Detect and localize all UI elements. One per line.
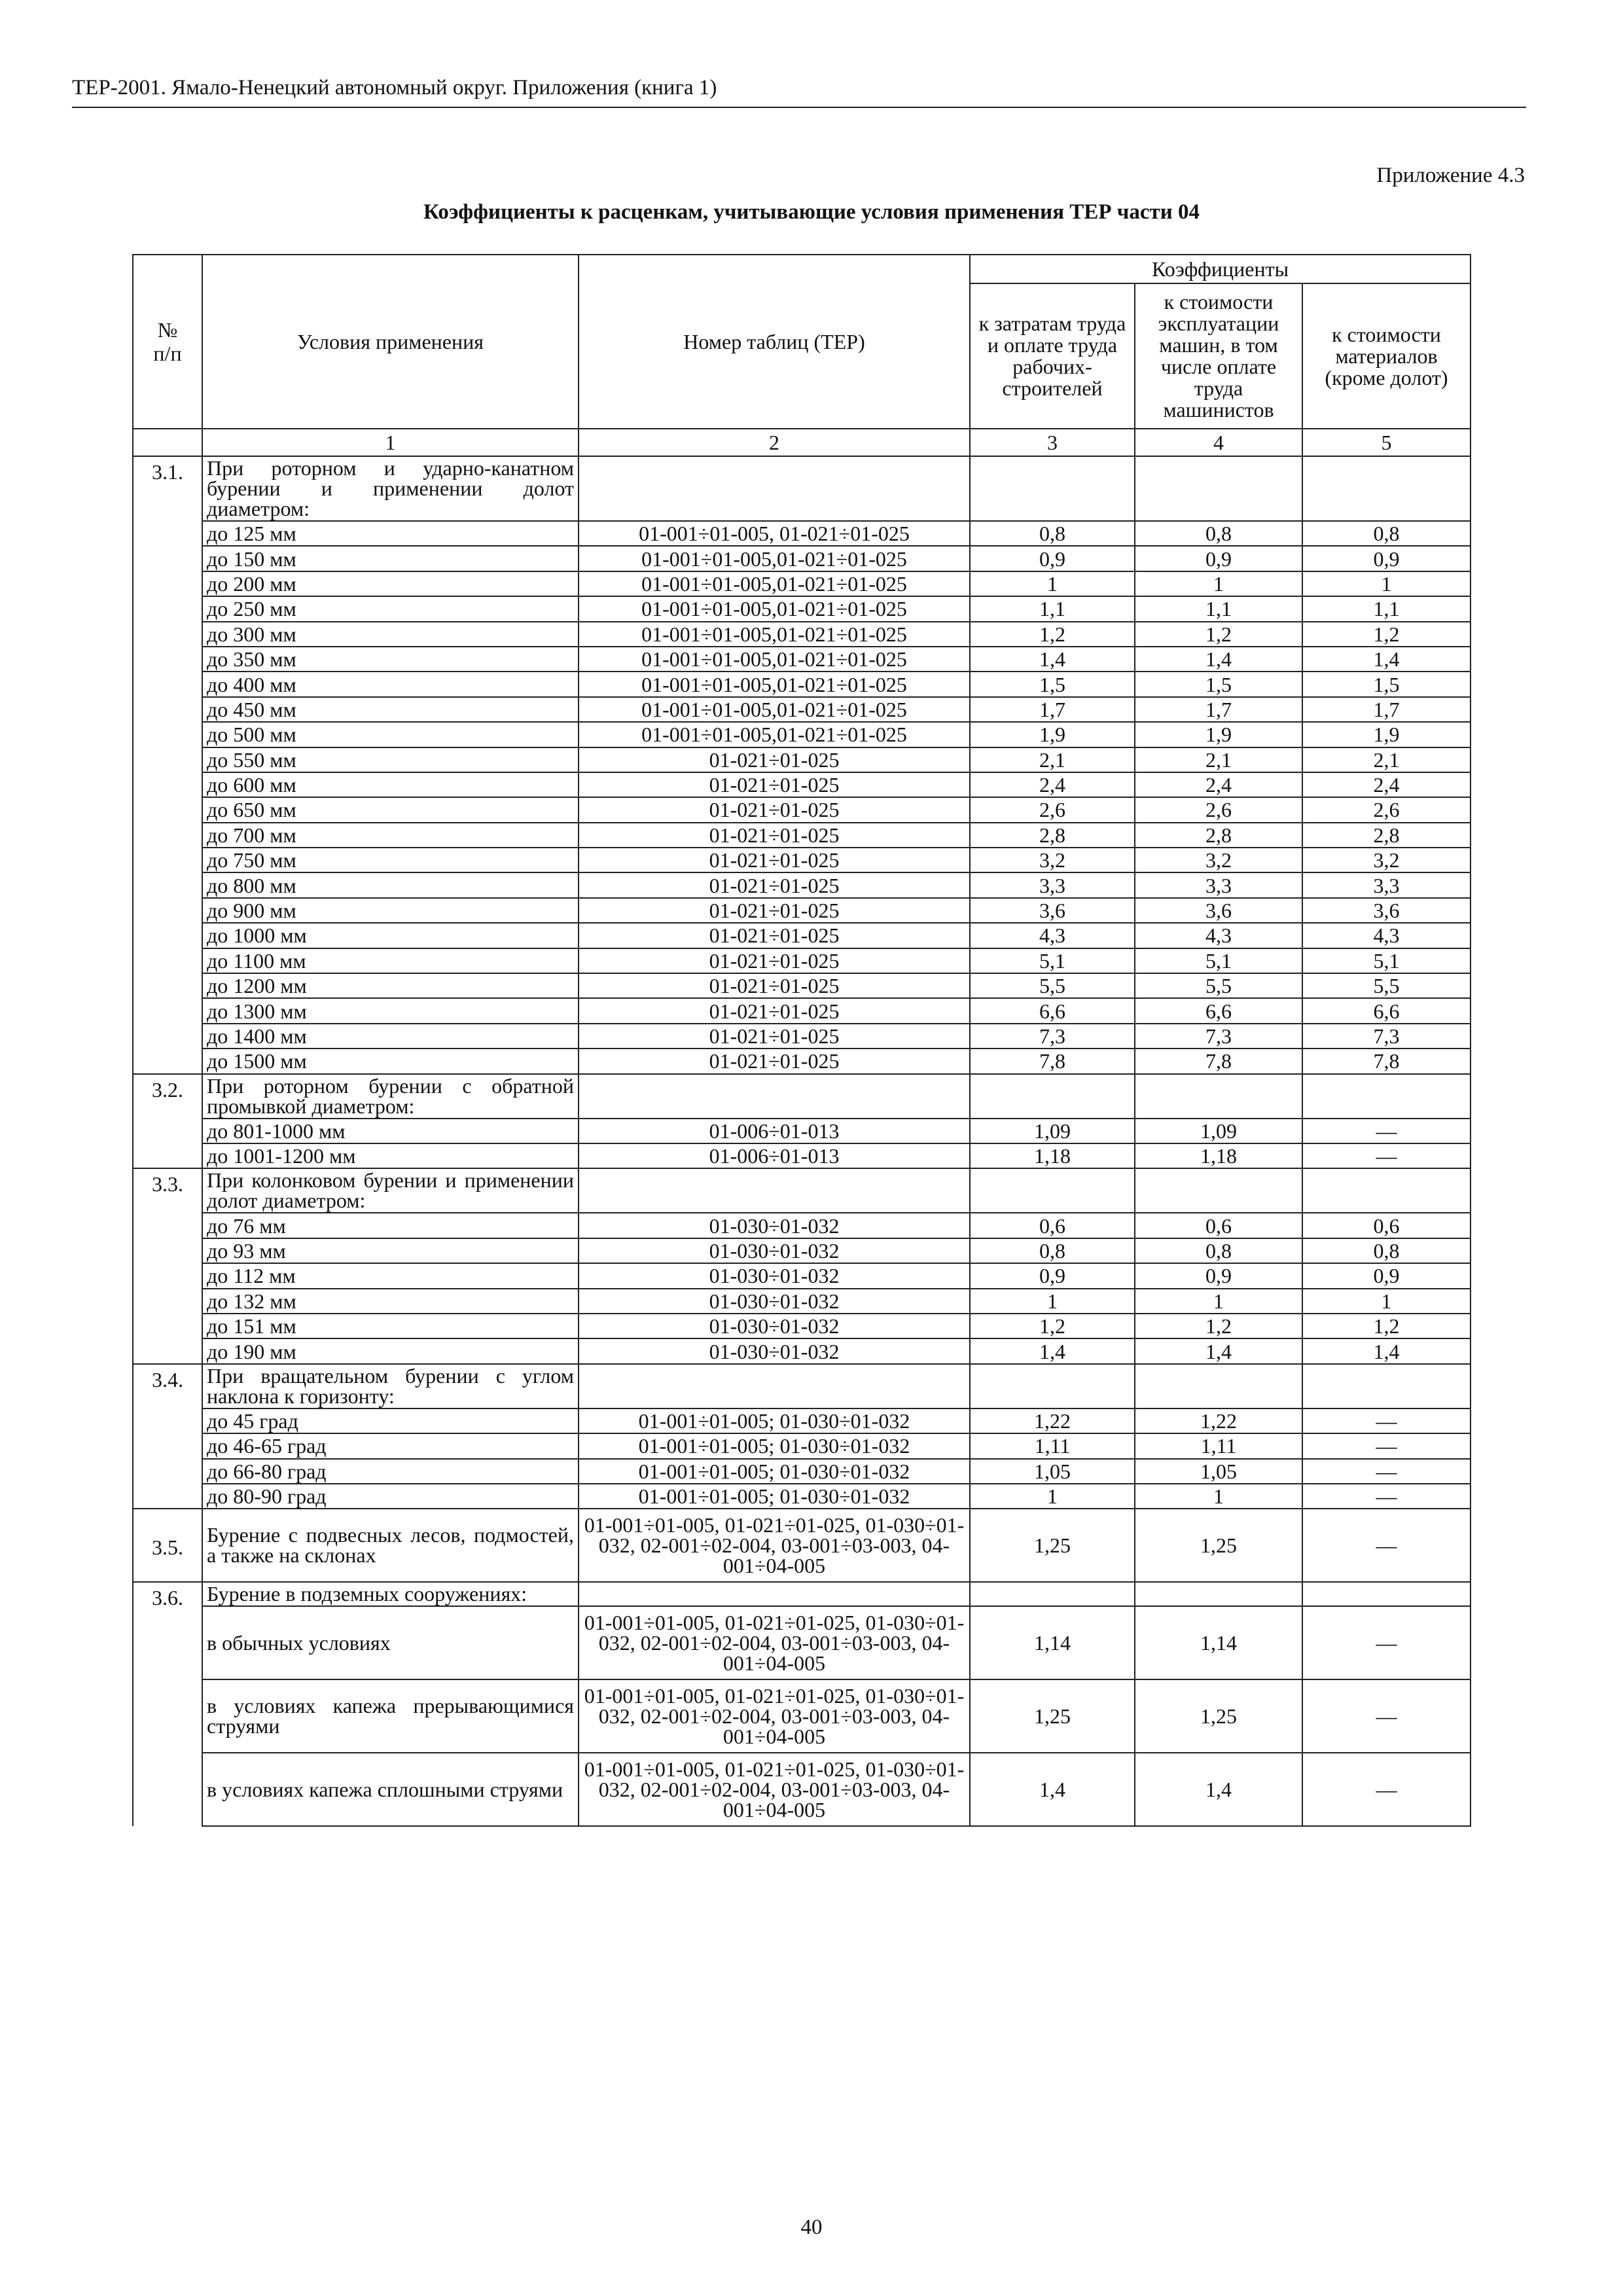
coef-labor-cell: 1,11 (970, 1433, 1135, 1458)
tables-cell: 01-006÷01-013 (579, 1143, 970, 1168)
condition-cell: до 350 мм (202, 647, 579, 672)
table-row (133, 1606, 1471, 1679)
tables-cell: 01-001÷01-005,01-021÷01-025 (579, 672, 970, 696)
tables-cell: 01-021÷01-025 (579, 948, 970, 973)
coef-labor-cell: 1,25 (970, 1509, 1135, 1582)
coef-machines-cell: 4,3 (1135, 923, 1302, 948)
group-title-row (133, 1074, 1471, 1119)
table-row (133, 622, 1471, 647)
condition-cell: до 80-90 град (202, 1484, 579, 1509)
condition-cell: до 400 мм (202, 672, 579, 696)
tables-cell: 01-021÷01-025 (579, 872, 970, 897)
coef-labor-cell: 3,2 (970, 848, 1135, 872)
table-row (133, 1338, 1471, 1363)
condition-cell: до 1001-1200 мм (202, 1143, 579, 1168)
tables-cell: 01-021÷01-025 (579, 973, 970, 998)
tables-cell: 01-001÷01-005, 01-021÷01-025 (579, 521, 970, 546)
condition-cell: до 1400 мм (202, 1024, 579, 1049)
coef-labor-cell: 1,7 (970, 697, 1135, 722)
coef-materials-cell: 0,9 (1302, 1263, 1471, 1288)
tables-cell: 01-021÷01-025 (579, 1024, 970, 1049)
table-row (133, 772, 1471, 797)
coef-machines-cell: 0,9 (1135, 1263, 1302, 1288)
condition-cell: до 112 мм (202, 1263, 579, 1288)
coef-materials-cell: — (1302, 1119, 1471, 1143)
coef-machines-cell: 1 (1135, 571, 1302, 596)
coef-materials-cell: 1,1 (1302, 596, 1471, 621)
condition-cell: до 125 мм (202, 521, 579, 546)
table-row (133, 1484, 1471, 1509)
coef-materials-cell: 2,4 (1302, 772, 1471, 797)
empty-cell (579, 1074, 970, 1119)
header-no (133, 255, 202, 429)
coef-labor-cell: 0,9 (970, 1263, 1135, 1288)
header-materials: к стоимости материалов (кроме долот) (1302, 283, 1471, 429)
empty-cell (970, 456, 1135, 521)
tables-cell: 01-021÷01-025 (579, 998, 970, 1023)
tables-cell: 01-001÷01-005,01-021÷01-025 (579, 697, 970, 722)
appendix-label: Приложение 4.3 (1376, 164, 1525, 187)
tables-cell: 01-021÷01-025 (579, 923, 970, 948)
coef-labor-cell: 1,05 (970, 1459, 1135, 1484)
coef-machines-cell: 1,4 (1135, 647, 1302, 672)
coef-materials-cell: 1,5 (1302, 672, 1471, 696)
header-conditions: Условия применения (202, 255, 579, 429)
condition-cell: до 46-65 град (202, 1433, 579, 1458)
group-number: 3.6. (133, 1582, 202, 1826)
tables-cell: 01-001÷01-005,01-021÷01-025 (579, 596, 970, 621)
coef-materials-cell: 0,6 (1302, 1213, 1471, 1238)
coef-labor-cell: 3,6 (970, 898, 1135, 923)
num-cell-blank (133, 429, 202, 456)
coef-materials-cell: — (1302, 1459, 1471, 1484)
empty-cell (970, 1168, 1135, 1213)
group-number: 3.2. (133, 1074, 202, 1169)
coef-labor-cell: 7,8 (970, 1049, 1135, 1073)
table-row (133, 898, 1471, 923)
page-number: 40 (800, 2215, 823, 2239)
condition-cell: до 66-80 град (202, 1459, 579, 1484)
table-row (133, 722, 1471, 747)
table-row (133, 521, 1471, 546)
coef-labor-cell: 2,1 (970, 747, 1135, 772)
group-title-row (133, 1168, 1471, 1213)
condition-cell: до 190 мм (202, 1338, 579, 1363)
group-number: 3.4. (133, 1364, 202, 1509)
empty-cell (579, 1168, 970, 1213)
tables-cell: 01-001÷01-005,01-021÷01-025 (579, 647, 970, 672)
tables-cell: 01-001÷01-005, 01-021÷01-025, 01-030÷01-032, 02-001÷02-004, 03-001÷03-003, 04-001÷04-005 (579, 1509, 970, 1582)
condition-cell: до 250 мм (202, 596, 579, 621)
coef-labor-cell: 7,3 (970, 1024, 1135, 1049)
coef-labor-cell: 1 (970, 571, 1135, 596)
tables-cell: 01-021÷01-025 (579, 898, 970, 923)
coef-machines-cell: 1,4 (1135, 1753, 1302, 1826)
coef-machines-cell: 1,25 (1135, 1679, 1302, 1753)
empty-cell (1302, 1582, 1471, 1606)
coef-machines-cell: 3,3 (1135, 872, 1302, 897)
tables-cell: 01-030÷01-032 (579, 1263, 970, 1288)
table-row (133, 1213, 1471, 1238)
coef-labor-cell: 1,4 (970, 647, 1135, 672)
coef-machines-cell: 2,4 (1135, 772, 1302, 797)
empty-cell (1135, 456, 1302, 521)
condition-cell: до 500 мм (202, 722, 579, 747)
empty-cell (1302, 1074, 1471, 1119)
tables-cell: 01-030÷01-032 (579, 1314, 970, 1338)
coef-machines-cell: 2,6 (1135, 797, 1302, 822)
table-row (133, 923, 1471, 948)
empty-cell (1302, 1364, 1471, 1408)
table-row (133, 571, 1471, 596)
coef-labor-cell: 1,4 (970, 1753, 1135, 1826)
coef-machines-cell: 1,11 (1135, 1433, 1302, 1458)
header-labor: к затратам труда и оплате труда рабочих-строителей (970, 283, 1135, 429)
empty-cell (1135, 1582, 1302, 1606)
tables-cell: 01-001÷01-005; 01-030÷01-032 (579, 1408, 970, 1433)
coef-labor-cell: 4,3 (970, 923, 1135, 948)
coef-machines-cell: 1 (1135, 1289, 1302, 1314)
tables-cell: 01-030÷01-032 (579, 1213, 970, 1238)
empty-cell (970, 1364, 1135, 1408)
empty-cell (579, 1364, 970, 1408)
tables-cell: 01-001÷01-005; 01-030÷01-032 (579, 1459, 970, 1484)
coef-labor-cell: 1,1 (970, 596, 1135, 621)
coef-materials-cell: 2,6 (1302, 797, 1471, 822)
coef-materials-cell: 7,3 (1302, 1024, 1471, 1049)
num-cell: 4 (1135, 429, 1302, 456)
coef-labor-cell: 5,1 (970, 948, 1135, 973)
empty-cell (1135, 1168, 1302, 1213)
table-row (133, 998, 1471, 1023)
coef-labor-cell: 2,4 (970, 772, 1135, 797)
coef-machines-cell: 1,5 (1135, 672, 1302, 696)
coef-labor-cell: 1,2 (970, 1314, 1135, 1338)
coef-materials-cell: — (1302, 1433, 1471, 1458)
group-title: При вращательном бурении с углом наклона к горизонту: (202, 1364, 579, 1408)
coef-labor-cell: 1,09 (970, 1119, 1135, 1143)
table-row (133, 672, 1471, 696)
table-row (133, 872, 1471, 897)
table-row (133, 697, 1471, 722)
coef-machines-cell: 1,2 (1135, 1314, 1302, 1338)
coef-machines-cell: 0,8 (1135, 521, 1302, 546)
header-rule (72, 107, 1526, 108)
coef-materials-cell: 0,8 (1302, 1238, 1471, 1263)
page-title: Коэффициенты к расценкам, учитывающие условия применения ТЕР части 04 (423, 200, 1200, 224)
coef-materials-cell: 3,3 (1302, 872, 1471, 897)
coef-materials-cell: — (1302, 1606, 1471, 1679)
tables-cell: 01-001÷01-005,01-021÷01-025 (579, 571, 970, 596)
tables-cell: 01-030÷01-032 (579, 1238, 970, 1263)
table-row (133, 596, 1471, 621)
coef-materials-cell: 2,8 (1302, 823, 1471, 848)
tables-cell: 01-001÷01-005,01-021÷01-025 (579, 622, 970, 647)
coef-machines-cell: 0,8 (1135, 1238, 1302, 1263)
table-row (133, 1143, 1471, 1168)
condition-cell: до 300 мм (202, 622, 579, 647)
coef-materials-cell: 1,4 (1302, 647, 1471, 672)
empty-cell (579, 1582, 970, 1606)
header-no-label: № п/п (153, 318, 182, 365)
tables-cell: 01-001÷01-005; 01-030÷01-032 (579, 1484, 970, 1509)
coef-machines-cell: 1,25 (1135, 1509, 1302, 1582)
tables-cell: 01-001÷01-005, 01-021÷01-025, 01-030÷01-032, 02-001÷02-004, 03-001÷03-003, 04-001÷04-005 (579, 1679, 970, 1753)
coef-materials-cell: 1,2 (1302, 622, 1471, 647)
empty-cell (579, 456, 970, 521)
num-cell: 2 (579, 429, 970, 456)
coef-materials-cell: 3,2 (1302, 848, 1471, 872)
table-body (133, 456, 1471, 1826)
coef-materials-cell: 5,5 (1302, 973, 1471, 998)
coef-machines-cell: 3,6 (1135, 898, 1302, 923)
coef-labor-cell: 1,4 (970, 1338, 1135, 1363)
coef-materials-cell: 7,8 (1302, 1049, 1471, 1073)
table-row (133, 1238, 1471, 1263)
tables-cell: 01-021÷01-025 (579, 823, 970, 848)
coef-machines-cell: 1,4 (1135, 1338, 1302, 1363)
coef-labor-cell: 1 (970, 1484, 1135, 1509)
condition-cell: до 76 мм (202, 1213, 579, 1238)
condition-cell: до 93 мм (202, 1238, 579, 1263)
coef-labor-cell: 2,6 (970, 797, 1135, 822)
condition-cell: в обычных условиях (202, 1606, 579, 1679)
group-title: При колонковом бурении и применении долот диаметром: (202, 1168, 579, 1213)
table-row (133, 1679, 1471, 1753)
condition-cell: Бурение с подвесных лесов, подмостей, а также на склонах (202, 1509, 579, 1582)
group-title-row (133, 1364, 1471, 1408)
group-title-row (133, 456, 1471, 521)
coef-labor-cell: 1,14 (970, 1606, 1135, 1679)
num-cell: 5 (1302, 429, 1471, 456)
table-row (133, 823, 1471, 848)
coefficients-table (132, 254, 1471, 1827)
coef-labor-cell: 0,6 (970, 1213, 1135, 1238)
coef-machines-cell: 1,7 (1135, 697, 1302, 722)
coef-labor-cell: 1 (970, 1289, 1135, 1314)
table-row (133, 1049, 1471, 1073)
group-title: При роторном бурении с обратной промывкой диаметром: (202, 1074, 579, 1119)
condition-cell: до 1000 мм (202, 923, 579, 948)
tables-cell: 01-001÷01-005; 01-030÷01-032 (579, 1433, 970, 1458)
tables-cell: 01-021÷01-025 (579, 747, 970, 772)
empty-cell (1302, 1168, 1471, 1213)
condition-cell: до 45 град (202, 1408, 579, 1433)
empty-cell (1302, 456, 1471, 521)
coef-materials-cell: — (1302, 1484, 1471, 1509)
coef-materials-cell: 6,6 (1302, 998, 1471, 1023)
coef-machines-cell: 1,22 (1135, 1408, 1302, 1433)
table-row (133, 1314, 1471, 1338)
condition-cell: до 801-1000 мм (202, 1119, 579, 1143)
tables-cell: 01-030÷01-032 (579, 1338, 970, 1363)
coef-machines-cell: 2,1 (1135, 747, 1302, 772)
condition-cell: до 200 мм (202, 571, 579, 596)
coef-machines-cell: 1 (1135, 1484, 1302, 1509)
coef-labor-cell: 1,2 (970, 622, 1135, 647)
group-number: 3.1. (133, 456, 202, 1074)
condition-cell: до 150 мм (202, 546, 579, 571)
coef-labor-cell: 1,25 (970, 1679, 1135, 1753)
tables-cell: 01-021÷01-025 (579, 797, 970, 822)
coef-labor-cell: 1,22 (970, 1408, 1135, 1433)
header-coefficients: Коэффициенты (970, 255, 1471, 283)
coef-labor-cell: 0,8 (970, 521, 1135, 546)
table-row (133, 1119, 1471, 1143)
coef-machines-cell: 1,2 (1135, 622, 1302, 647)
table-row (133, 1289, 1471, 1314)
coef-machines-cell: 5,5 (1135, 973, 1302, 998)
condition-cell: до 1200 мм (202, 973, 579, 998)
tables-cell: 01-001÷01-005,01-021÷01-025 (579, 722, 970, 747)
condition-cell: до 550 мм (202, 747, 579, 772)
table-row (133, 747, 1471, 772)
tables-cell: 01-021÷01-025 (579, 772, 970, 797)
coef-materials-cell: — (1302, 1679, 1471, 1753)
tables-cell: 01-001÷01-005, 01-021÷01-025, 01-030÷01-032, 02-001÷02-004, 03-001÷03-003, 04-001÷04-005 (579, 1753, 970, 1826)
coef-machines-cell: 1,09 (1135, 1119, 1302, 1143)
coef-materials-cell: 1,4 (1302, 1338, 1471, 1363)
coef-labor-cell: 1,9 (970, 722, 1135, 747)
coef-labor-cell: 3,3 (970, 872, 1135, 897)
tables-cell: 01-001÷01-005,01-021÷01-025 (579, 546, 970, 571)
coef-machines-cell: 2,8 (1135, 823, 1302, 848)
table-row (133, 1753, 1471, 1826)
coef-machines-cell: 1,05 (1135, 1459, 1302, 1484)
table-row (133, 848, 1471, 872)
coef-machines-cell: 3,2 (1135, 848, 1302, 872)
coef-labor-cell: 0,8 (970, 1238, 1135, 1263)
coef-materials-cell: 1,2 (1302, 1314, 1471, 1338)
coef-materials-cell: — (1302, 1753, 1471, 1826)
coef-materials-cell: 1 (1302, 571, 1471, 596)
coef-labor-cell: 6,6 (970, 998, 1135, 1023)
condition-cell: до 750 мм (202, 848, 579, 872)
group-title: При роторном и ударно-канатном бурении и применении долот диаметром: (202, 456, 579, 521)
coef-materials-cell: — (1302, 1509, 1471, 1582)
header-tables: Номер таблиц (ТЕР) (579, 255, 970, 429)
condition-cell: до 650 мм (202, 797, 579, 822)
coef-materials-cell: 5,1 (1302, 948, 1471, 973)
coef-materials-cell: 4,3 (1302, 923, 1471, 948)
coef-labor-cell: 2,8 (970, 823, 1135, 848)
coef-machines-cell: 1,9 (1135, 722, 1302, 747)
condition-cell: до 600 мм (202, 772, 579, 797)
coef-machines-cell: 6,6 (1135, 998, 1302, 1023)
empty-cell (1135, 1364, 1302, 1408)
table-row (133, 1263, 1471, 1288)
table-row (133, 797, 1471, 822)
table-row (133, 1509, 1471, 1582)
num-cell: 3 (970, 429, 1135, 456)
coef-materials-cell: 1,7 (1302, 697, 1471, 722)
coef-labor-cell: 5,5 (970, 973, 1135, 998)
coef-materials-cell: 1 (1302, 1289, 1471, 1314)
tables-cell: 01-021÷01-025 (579, 848, 970, 872)
table-row (133, 1408, 1471, 1433)
table-row (133, 647, 1471, 672)
table-row (133, 1459, 1471, 1484)
coef-machines-cell: 7,8 (1135, 1049, 1302, 1073)
condition-cell: до 800 мм (202, 872, 579, 897)
tables-cell: 01-006÷01-013 (579, 1119, 970, 1143)
group-number: 3.5. (133, 1509, 202, 1582)
coef-machines-cell: 1,18 (1135, 1143, 1302, 1168)
coef-materials-cell: 0,8 (1302, 521, 1471, 546)
num-cell: 1 (202, 429, 579, 456)
coef-materials-cell: 3,6 (1302, 898, 1471, 923)
coef-labor-cell: 1,5 (970, 672, 1135, 696)
tables-cell: 01-021÷01-025 (579, 1049, 970, 1073)
coef-machines-cell: 0,9 (1135, 546, 1302, 571)
coef-materials-cell: 1,9 (1302, 722, 1471, 747)
coef-materials-cell: 0,9 (1302, 546, 1471, 571)
coef-materials-cell: — (1302, 1143, 1471, 1168)
header-machines: к стоимости эксплуатации машин, в том числе оплате труда машинистов (1135, 283, 1302, 429)
table-row (133, 546, 1471, 571)
group-title: Бурение в подземных сооружениях: (202, 1582, 579, 1606)
coef-machines-cell: 1,14 (1135, 1606, 1302, 1679)
coef-labor-cell: 0,9 (970, 546, 1135, 571)
coef-materials-cell: 2,1 (1302, 747, 1471, 772)
condition-cell: в условиях капежа прерывающимися струями (202, 1679, 579, 1753)
condition-cell: до 132 мм (202, 1289, 579, 1314)
empty-cell (970, 1074, 1135, 1119)
condition-cell: до 1300 мм (202, 998, 579, 1023)
condition-cell: до 1500 мм (202, 1049, 579, 1073)
table-row (133, 973, 1471, 998)
table-row (133, 1024, 1471, 1049)
condition-cell: до 450 мм (202, 697, 579, 722)
table-row (133, 948, 1471, 973)
coef-machines-cell: 0,6 (1135, 1213, 1302, 1238)
condition-cell: в условиях капежа сплошными струями (202, 1753, 579, 1826)
running-header: ТЕР-2001. Ямало-Ненецкий автономный округ. Приложения (книга 1) (72, 76, 717, 99)
group-title-row (133, 1582, 1471, 1606)
condition-cell: до 900 мм (202, 898, 579, 923)
table-row (133, 1433, 1471, 1458)
condition-cell: до 700 мм (202, 823, 579, 848)
coef-labor-cell: 1,18 (970, 1143, 1135, 1168)
coef-machines-cell: 5,1 (1135, 948, 1302, 973)
tables-cell: 01-001÷01-005, 01-021÷01-025, 01-030÷01-032, 02-001÷02-004, 03-001÷03-003, 04-001÷04-005 (579, 1606, 970, 1679)
coef-machines-cell: 1,1 (1135, 596, 1302, 621)
coef-materials-cell: — (1302, 1408, 1471, 1433)
group-number: 3.3. (133, 1168, 202, 1363)
condition-cell: до 151 мм (202, 1314, 579, 1338)
coef-machines-cell: 7,3 (1135, 1024, 1302, 1049)
empty-cell (970, 1582, 1135, 1606)
empty-cell (1135, 1074, 1302, 1119)
condition-cell: до 1100 мм (202, 948, 579, 973)
tables-cell: 01-030÷01-032 (579, 1289, 970, 1314)
